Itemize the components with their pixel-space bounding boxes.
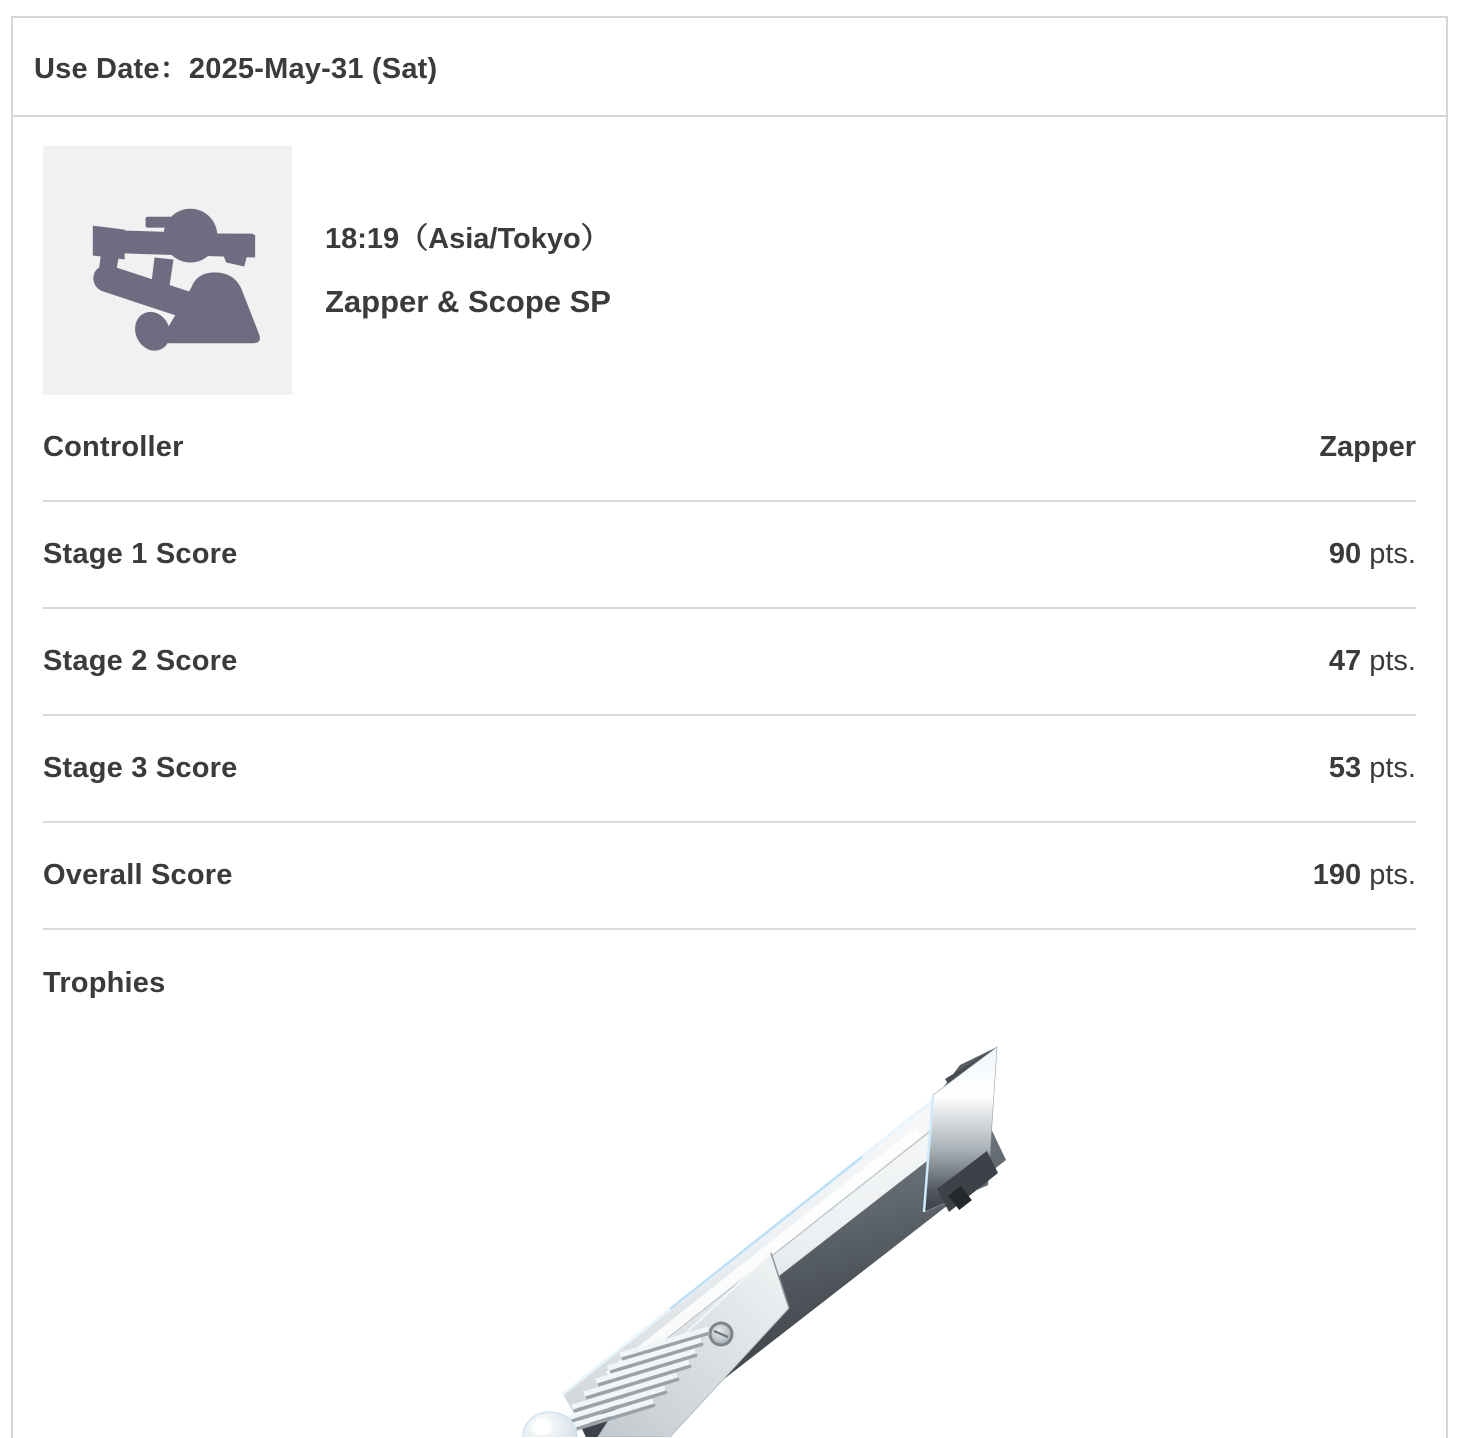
- row-label: Overall Score: [43, 859, 233, 891]
- session-timezone: （Asia/Tokyo）: [399, 223, 610, 255]
- row-label: Stage 3 Score: [43, 752, 238, 784]
- table-row-controller: [43, 395, 1416, 502]
- stats-table: [43, 395, 1416, 1037]
- table-row-overall: [43, 823, 1416, 930]
- trophy-figure: [43, 1037, 1416, 1438]
- zapper-player-icon-svg: [43, 146, 292, 395]
- zapper-gun-render: [490, 1037, 1010, 1437]
- use-date-weekday: (Sat): [363, 53, 438, 85]
- row-value: 53 pts.: [1328, 752, 1416, 784]
- row-value: 190 pts.: [1312, 859, 1416, 891]
- use-date-card: [11, 16, 1448, 1438]
- row-label: Stage 2 Score: [43, 645, 238, 677]
- use-date-month: -May-: [254, 53, 331, 85]
- session-info: [325, 146, 611, 395]
- card-header: [13, 18, 1446, 117]
- use-date-year: 2025: [188, 53, 255, 85]
- use-date-label: [34, 46, 437, 87]
- session-time-value: 18:19: [325, 223, 400, 255]
- session-profile: [43, 146, 1416, 395]
- row-value: 47 pts.: [1328, 645, 1416, 677]
- table-row-stage2: [43, 609, 1416, 716]
- row-value: 90 pts.: [1328, 538, 1416, 570]
- table-row-stage3: [43, 716, 1416, 823]
- table-row-stage1: [43, 502, 1416, 609]
- row-label: Trophies: [43, 967, 166, 999]
- row-label: Controller: [43, 431, 184, 463]
- card-body: [13, 117, 1446, 1438]
- session-time: [325, 222, 611, 256]
- use-date-text: Use Date：: [34, 53, 189, 85]
- row-label: Stage 1 Score: [43, 538, 238, 570]
- row-value: Zapper: [1319, 431, 1416, 463]
- gun-muzzle-highlight: [532, 1419, 552, 1435]
- zapper-player-icon: [43, 146, 292, 395]
- table-row-trophies: [43, 930, 1416, 1037]
- session-title: Zapper & Scope SP: [325, 284, 611, 319]
- use-date-day: 31: [330, 53, 364, 85]
